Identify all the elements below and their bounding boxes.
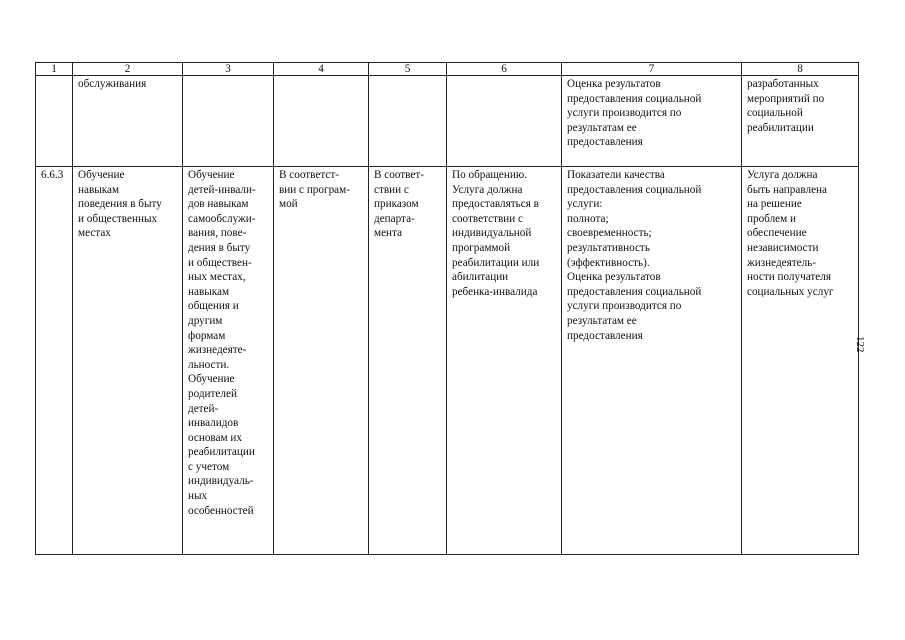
table-row xyxy=(36,167,859,555)
column-number: 6 xyxy=(447,63,562,76)
service-description-cell: Обучение детей-инвали- дов навыкам самообслужи- вания, пове- дения в быту и обществен- ных местах, навыкам общения и другим формам жизнедеяте- льности. Обучение родителей детей- инвалидов основам их реабилитации с учетом индивидуаль- ных особенностей xyxy=(183,167,274,555)
column-number: 5 xyxy=(369,63,447,76)
table-cell xyxy=(183,76,274,167)
table-cell: обслуживания xyxy=(73,76,183,167)
table-cell xyxy=(369,76,447,167)
page-number: 122 xyxy=(854,336,866,353)
service-name-cell: Обучение навыкам поведения в быту и общественных местах xyxy=(73,167,183,555)
column-number: 3 xyxy=(183,63,274,76)
table-cell xyxy=(274,76,369,167)
table-cell: В соответ- ствии с приказом департа- мента xyxy=(369,167,447,555)
column-number: 4 xyxy=(274,63,369,76)
table-cell: Услуга должна быть направлена на решение проблем и обеспечение независимости жизнедеятель- ности получателя социальных услуг xyxy=(742,167,859,555)
services-table xyxy=(35,62,859,555)
table-cell: По обращению. Услуга должна предоставляться в соответствии с индивидуальной программой реабилитации или абилитации ребенка-инвалида xyxy=(447,167,562,555)
column-number: 1 xyxy=(36,63,73,76)
continuation-row xyxy=(36,76,859,167)
table-cell: В соответст- вии с програм- мой xyxy=(274,167,369,555)
table-cell: Оценка результатов предоставления социальной услуги производится по результатам ее предоставления xyxy=(562,76,742,167)
column-number: 2 xyxy=(73,63,183,76)
column-number: 7 xyxy=(562,63,742,76)
row-number-cell: 6.6.3 xyxy=(36,167,73,555)
table-cell: разработанных мероприятий по социальной реабилитации xyxy=(742,76,859,167)
table-cell xyxy=(36,76,73,167)
column-number-row xyxy=(36,63,859,76)
table-cell xyxy=(447,76,562,167)
column-number: 8 xyxy=(742,63,859,76)
quality-indicators-cell: Показатели качества предоставления социальной услуги: полнота; своевременность; результативность (эффективность). Оценка результатов предоставления социальной услуги производится по результатам ее предоставления xyxy=(562,167,742,555)
